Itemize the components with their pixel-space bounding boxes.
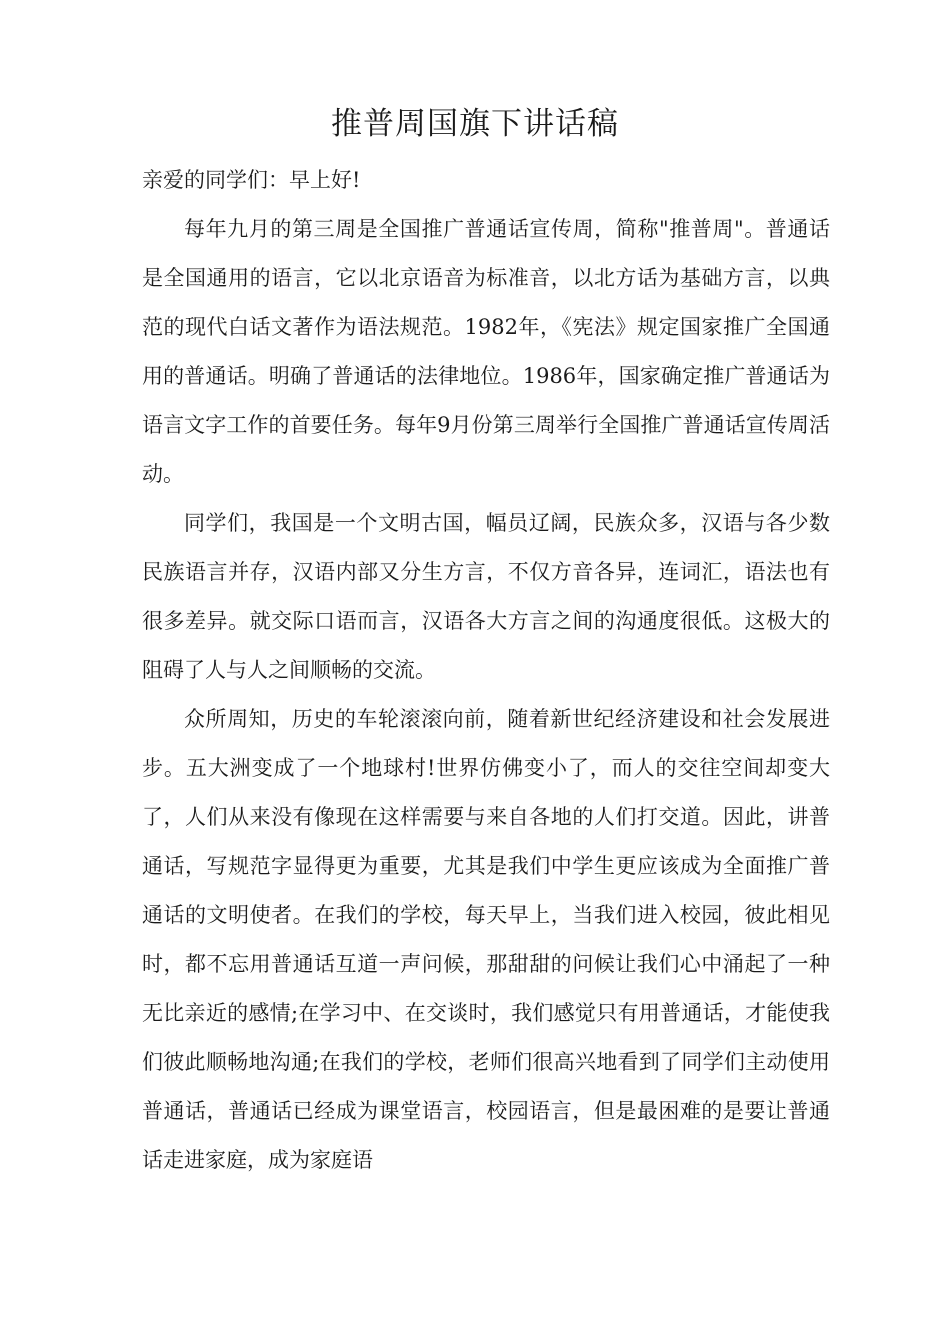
document-body [142, 156, 830, 1185]
greeting-line: 亲爱的同学们：早上好! [142, 168, 361, 192]
document-title: 推普周国旗下讲话稿 [331, 106, 619, 142]
paragraph-3: 众所周知，历史的车轮滚滚向前，随着新世纪经济建设和社会发展进步。五大洲变成了一个地球村!世界仿佛变小了，而人的交往空间却变大了，人们从来没有像现在这样需要与来自各地的人们打交道。因此，讲普通话，写规范字显得更为重要，尤其是我们中学生更应该成为全面推广普通话的文明使者。在我们的学校，每天早上，当我们进入校园，彼此相见时，都不忘用普通话互道一声问候，那甜甜的问候让我们心中涌起了一种无比亲近的感情;在学习中、在交谈时，我们感觉只有用普通话，才能使我们彼此顺畅地沟通;在我们的学校，老师们很高兴地看到了同学们主动使用普通话，普通话已经成为课堂语言，校园语言，但是最困难的是要让普通话走进家庭，成为家庭语 [142, 707, 830, 1172]
paragraph-1: 每年九月的第三周是全国推广普通话宣传周，简称"推普周"。普通话是全国通用的语言，它以北京语音为标准音，以北方话为基础方言，以典范的现代白话文著作为语法规范。1982年，《宪法》规定国家推广全国通用的普通话。明确了普通话的法律地位。1986年，国家确定推广普通话为语言文字工作的首要任务。每年9月份第三周举行全国推广普通话宣传周活动。 [142, 217, 830, 486]
paragraph-2: 同学们，我国是一个文明古国，幅员辽阔，民族众多，汉语与各少数民族语言并存，汉语内部又分生方言，不仅方音各异，连词汇，语法也有很多差异。就交际口语而言，汉语各大方言之间的沟通度很低。这极大的阻碍了人与人之间顺畅的交流。 [142, 511, 830, 682]
